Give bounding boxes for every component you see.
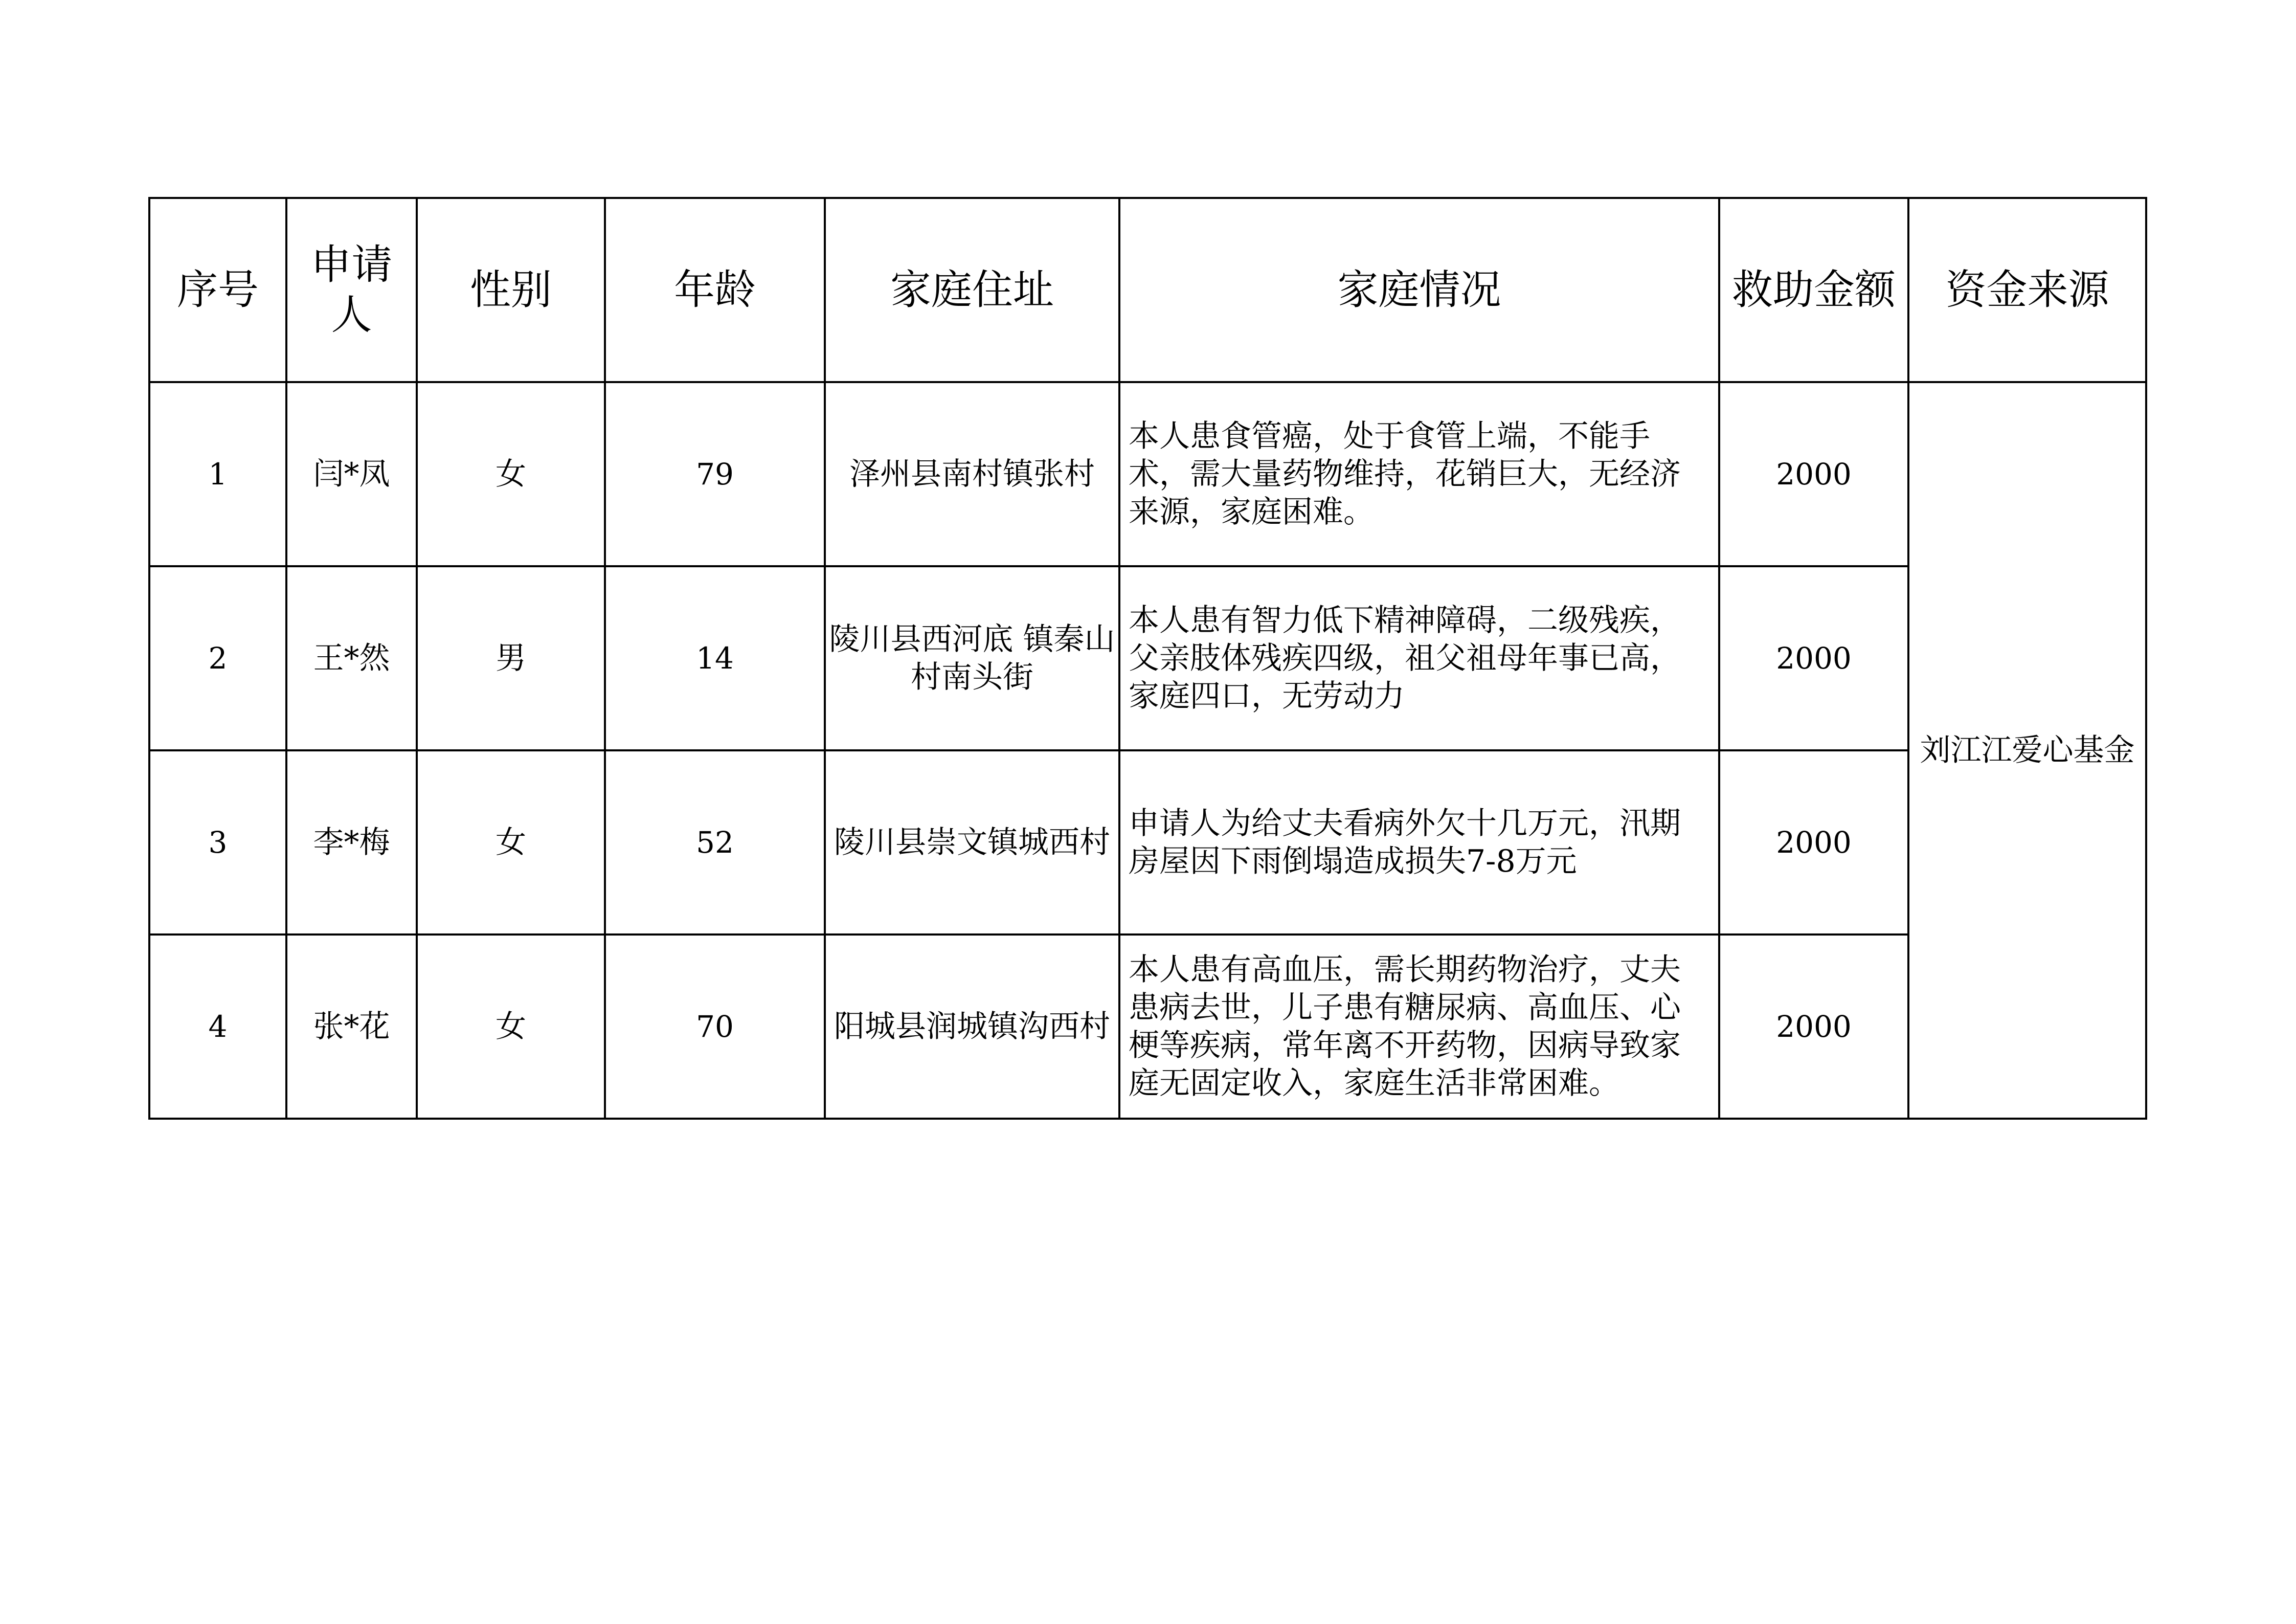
row-situation-text: 本人患有智力低下精神障碍，二级残疾，父亲肢体残疾四级，祖父祖母年事已高，家庭四口，无劳动力 <box>1129 603 1681 714</box>
fund-source-cell: 刘江江爱心基金 <box>1908 382 2146 1119</box>
row-gender: 男 <box>417 566 605 750</box>
row-age: 70 <box>605 935 825 1119</box>
row-situation-text: 本人患有高血压，需长期药物治疗，丈夫患病去世，儿子患有糖尿病、高血压、心梗等疾病，常年离不开药物，因病导致家庭无固定收入，家庭生活非常困难。 <box>1129 952 1681 1101</box>
row-amount: 2000 <box>1719 750 1908 935</box>
aid-recipients-table <box>148 197 2147 1120</box>
row-no: 3 <box>149 750 286 935</box>
row-gender: 女 <box>417 382 605 566</box>
row-applicant: 闫*凤 <box>286 382 417 566</box>
row-gender: 女 <box>417 750 605 935</box>
table-row <box>149 566 2146 750</box>
row-age: 52 <box>605 750 825 935</box>
row-situation-text: 申请人为给丈夫看病外欠十几万元，汛期房屋因下雨倒塌造成损失7-8万元 <box>1129 806 1681 879</box>
row-situation <box>1119 750 1719 935</box>
table-row <box>149 750 2146 935</box>
header-fund-source: 资金来源 <box>1908 198 2146 382</box>
table-row <box>149 935 2146 1119</box>
row-no: 2 <box>149 566 286 750</box>
header-row <box>149 198 2146 382</box>
row-address: 陵川县西河底 镇秦山村南头街 <box>825 566 1119 750</box>
row-applicant: 张*花 <box>286 935 417 1119</box>
table-row <box>149 382 2146 566</box>
header-amount: 救助金额 <box>1719 198 1908 382</box>
row-situation <box>1119 382 1719 566</box>
row-situation <box>1119 566 1719 750</box>
row-gender: 女 <box>417 935 605 1119</box>
row-amount: 2000 <box>1719 382 1908 566</box>
header-applicant: 申请人 <box>286 198 417 382</box>
row-address: 阳城县润城镇沟西村 <box>825 935 1119 1119</box>
header-address: 家庭住址 <box>825 198 1119 382</box>
row-situation <box>1119 935 1719 1119</box>
header-gender: 性别 <box>417 198 605 382</box>
header-age: 年龄 <box>605 198 825 382</box>
row-situation-text: 本人患食管癌，处于食管上端，不能手术，需大量药物维持，花销巨大，无经济来源，家庭困难。 <box>1129 418 1681 530</box>
row-age: 79 <box>605 382 825 566</box>
header-no: 序号 <box>149 198 286 382</box>
row-no: 1 <box>149 382 286 566</box>
row-no: 4 <box>149 935 286 1119</box>
row-applicant: 王*然 <box>286 566 417 750</box>
row-address: 陵川县崇文镇城西村 <box>825 750 1119 935</box>
row-amount: 2000 <box>1719 566 1908 750</box>
header-situation: 家庭情况 <box>1119 198 1719 382</box>
row-age: 14 <box>605 566 825 750</box>
row-amount: 2000 <box>1719 935 1908 1119</box>
row-applicant: 李*梅 <box>286 750 417 935</box>
row-address: 泽州县南村镇张村 <box>825 382 1119 566</box>
